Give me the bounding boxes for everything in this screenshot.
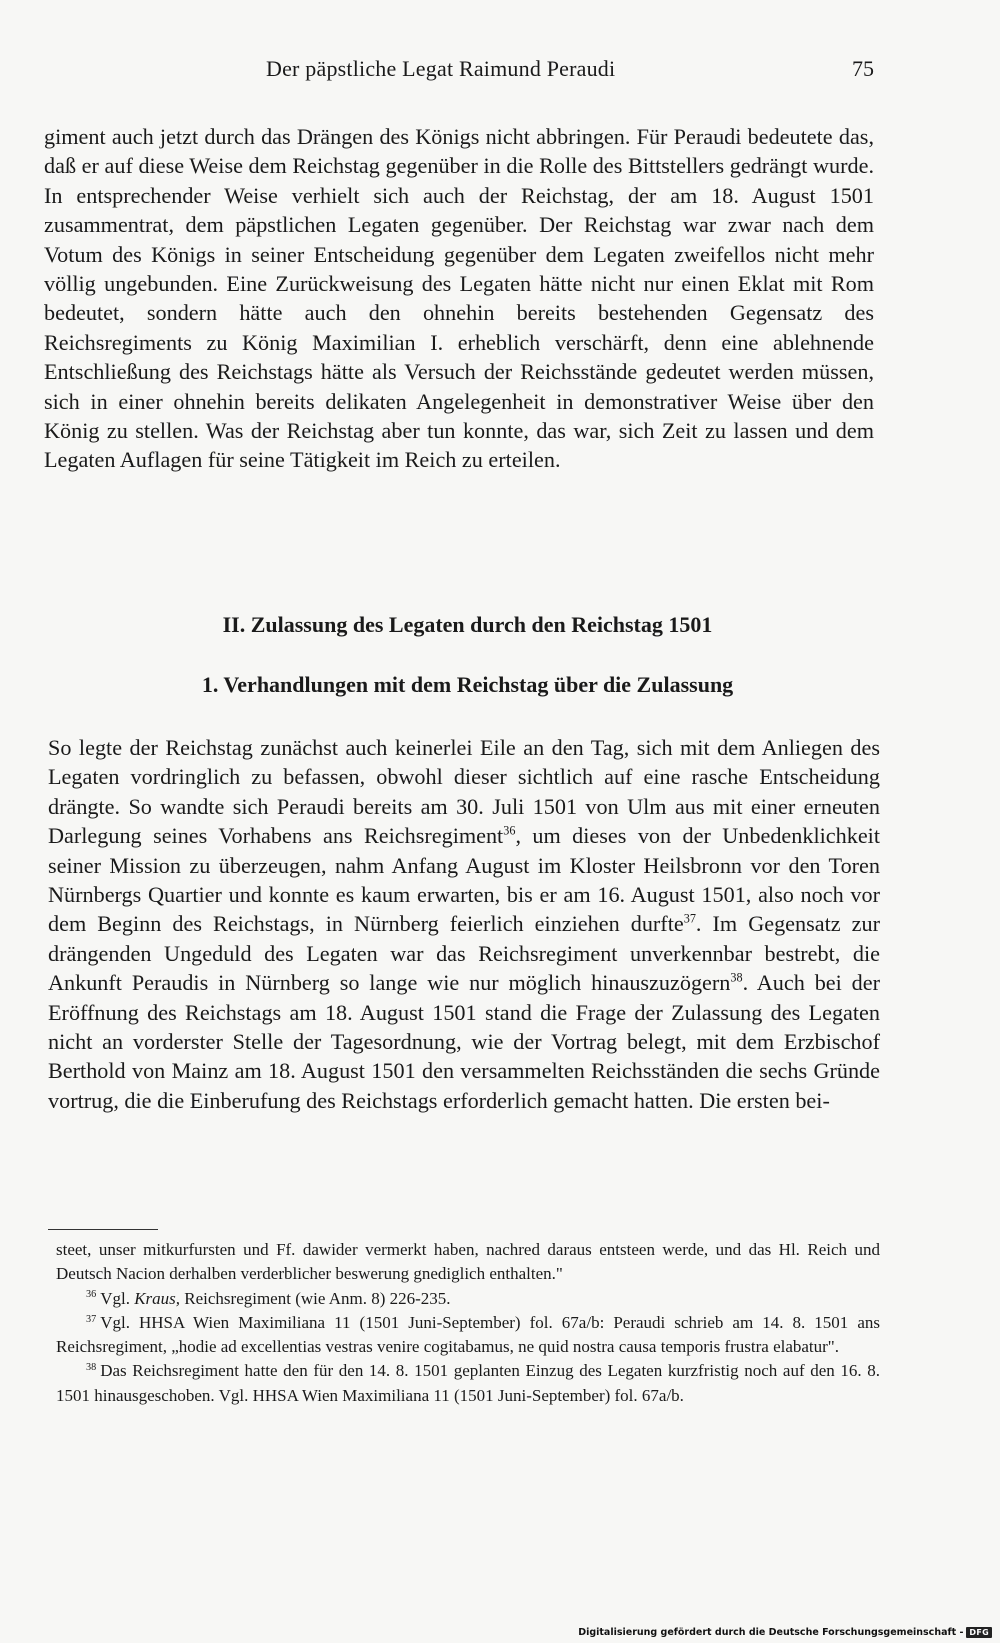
footnote-37-number: 37 — [86, 1313, 97, 1325]
paragraph-2-text-part-4: . Auch bei der Eröffnung des Reichstags am 18. August 1501 stand die Frage der Zulassung des Legaten nicht an vorderster Stelle der Tagesordnung, wie der Vortrag belegt, mit dem Erzbischof Berthold von Mainz am 18. August 1501 den versammelten Reichsständen die sechs Gründe vortrug, die die Einberufung des Reichstags erforderlich gemacht hatten. Die ersten bei- — [48, 970, 880, 1113]
footnote-continuation: steet, unser mitkurfursten und Ff. dawider vermerkt haben, nachred daraus entsteen werde, und das Hl. Reich und Deutsch Nacion derhalben verderblicher beswerung gnediglich enthalten." — [56, 1240, 880, 1284]
footnote-ref-37: 37 — [683, 911, 696, 926]
running-title: Der päpstliche Legat Raimund Peraudi — [266, 56, 616, 81]
page-header — [44, 56, 874, 90]
footnote-38-number: 38 — [86, 1362, 97, 1374]
digitization-text: Digitalisierung gefördert durch die Deutsche Forschungsgemeinschaft - — [578, 1627, 964, 1638]
footnote-37-text: Vgl. HHSA Wien Maximiliana 11 (1501 Juni-September) fol. 67a/b: Peraudi schrieb am 14. 8. 1501 ans Reichsregiment, „hodie ad excellentias vestras venire cogitabamus, ne quid nostra causa temporis frustra elabatur". — [56, 1312, 880, 1357]
footnote-36-number: 36 — [86, 1289, 97, 1301]
footnote-ref-36: 36 — [503, 823, 516, 838]
paragraph-2-text-part-1: So legte der Reichstag zunächst auch keinerlei Eile an den Tag, sich mit dem Anliegen des Legaten vordringlich zu befassen, obwohl dieser sichtlich auf eine rasche Entscheidung drängte. So wandte sich Peraudi bereits am 30. Juli 1501 von Ulm aus mit einer erneuten Darlegung seines Vorhabens ans Reichsregiment — [48, 735, 880, 849]
footnote-36-author: Kraus, — [134, 1288, 181, 1308]
footnote-divider — [48, 1229, 158, 1230]
digitization-credit — [578, 1627, 992, 1638]
footnotes — [56, 1238, 880, 1408]
footnote-38-text: Das Reichsregiment hatte den für den 14. 8. 1501 geplanten Einzug des Legaten kurzfristig noch auf den 16. 8. 1501 hinausgeschoben. Vgl. HHSA Wien Maximiliana 11 (1501 Juni-September) fol. 67a/b. — [56, 1361, 880, 1405]
footnote-36-post: Reichsregiment (wie Anm. 8) 226-235. — [180, 1288, 451, 1308]
footnote-36 — [56, 1287, 880, 1311]
footnote-37 — [56, 1311, 880, 1360]
footnote-ref-38: 38 — [730, 970, 743, 985]
subsection-heading: 1. Verhandlungen mit dem Reichstag über die Zulassung — [201, 672, 734, 697]
paragraph-2-text-part-3: . Im Gegensatz zur drängenden Ungeduld des Legaten war das Reichsregiment unverkennbar bestrebt, die Ankunft Peraudis in Nürnberg so lange wie nur möglich hinauszuzögern — [48, 911, 880, 996]
footnote-36-pre: Vgl. — [100, 1288, 135, 1308]
paragraph-2-text-part-2: , um dieses von der Unbedenklichkeit seiner Mission zu überzeugen, nahm Anfang August im Kloster Heilsbronn vor den Toren Nürnbergs Quartier und konnte es kaum erwarten, bis er am 16. August 1501, also noch vor dem Beginn des Reichstags, in Nürnberg feierlich einziehen durfte — [48, 823, 880, 937]
body-paragraph-2 — [48, 733, 880, 1115]
page-number: 75 — [852, 56, 874, 81]
footnote-38 — [56, 1359, 880, 1408]
dfg-logo-icon: DFG — [966, 1627, 992, 1638]
section-heading: II. Zulassung des Legaten durch den Reichstag 1501 — [222, 612, 713, 637]
body-paragraph-1: giment auch jetzt durch das Drängen des Königs nicht abbringen. Für Peraudi bedeutete das, daß er auf diese Weise dem Reichstag gegenüber in die Rolle des Bittstellers gedrängt wurde. In entsprechender Weise verhielt sich auch der Reichstag, der am 18. August 1501 zusammentrat, dem päpstlichen Legaten gegenüber. Der Reichstag war zwar nach dem Votum des Königs in seiner Entscheidung gegenüber dem Legaten zweifellos nicht mehr völlig ungebunden. Eine Zurückweisung des Legaten hätte nicht nur einen Eklat mit Rom bedeutet, sondern hätte auch den ohnehin bereits bestehenden Gegensatz des Reichsregiments zu König Maximilian I. erheblich verschärft, denn eine ablehnende Entschließung des Reichstags hätte als Versuch der Reichsstände gedeutet werden müssen, sich in einer ohnehin bereits delikaten Angelegenheit in demonstrativer Weise über den König zu stellen. Was der Reichstag aber tun konnte, das war, sich Zeit zu lassen und dem Legaten Auflagen für seine Tätigkeit im Reich zu erteilen. — [44, 124, 874, 473]
